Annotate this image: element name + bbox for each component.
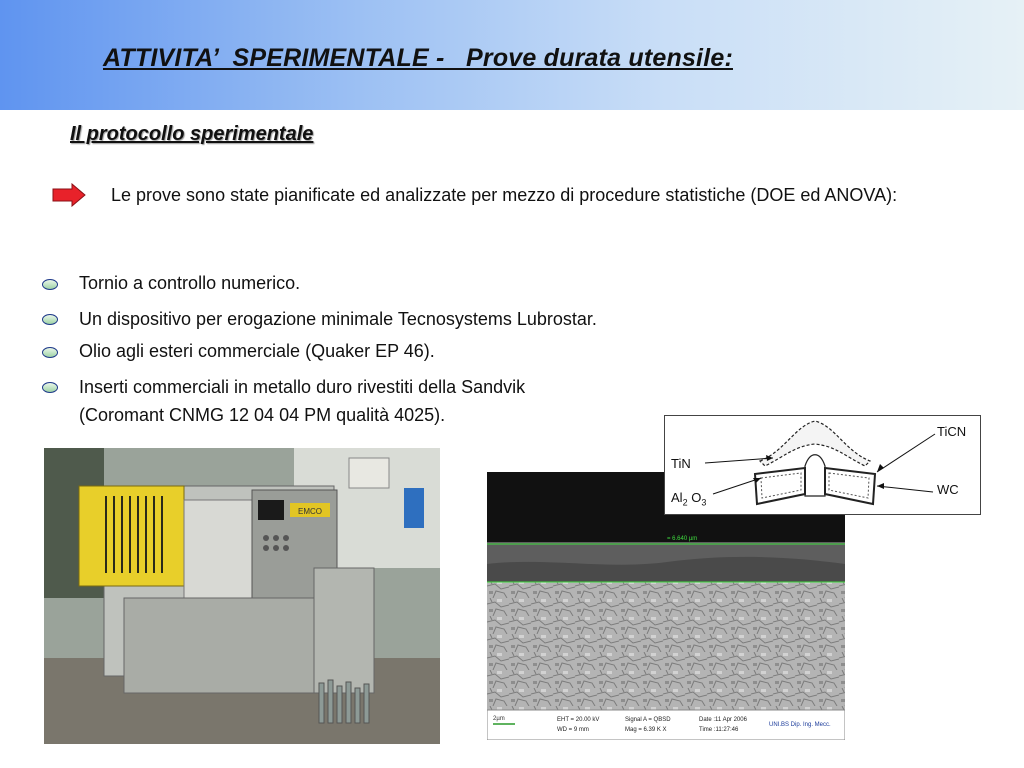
sem-measure-label: = 6.640 µm — [667, 536, 698, 542]
red-arrow-icon — [52, 183, 86, 207]
label-al2o3 — [671, 490, 706, 508]
page-title: ATTIVITA’ SPERIMENTALE - Prove durata utensile: — [103, 44, 733, 72]
emco-badge-label: EMCO — [298, 507, 322, 516]
sem-time: Time :11:27:46 — [699, 727, 739, 733]
sem-eht: EHT = 20.00 kV — [557, 717, 600, 723]
al2o3-o: O — [687, 490, 702, 505]
intro-text: Le prove sono state pianificate ed analizzate per mezzo di procedure statistiche (DOE ed ANOVA): — [111, 185, 898, 205]
bullet-icon — [42, 314, 58, 325]
sem-scale-label: 2µm — [493, 716, 505, 722]
sem-wd: WD = 9 mm — [557, 727, 589, 733]
label-ticn: TiCN — [937, 424, 967, 439]
al2o3-sub-2: 2 — [682, 497, 688, 508]
label-wc: WC — [937, 482, 959, 497]
sem-date: Date :11 Apr 2006 — [699, 717, 747, 723]
bullet-icon — [42, 279, 58, 290]
bullet-text: Inserti commerciali in metallo duro rivestiti della Sandvik — [79, 377, 526, 397]
bullet-text-continued: (Coromant CNMG 12 04 04 PM qualità 4025). — [79, 405, 446, 425]
label-tin: TiN — [671, 456, 691, 471]
section-subtitle: Il protocollo sperimentale — [70, 123, 314, 145]
coating-diagram — [664, 415, 981, 515]
bullet-icon — [42, 347, 58, 358]
bullet-icon — [42, 382, 58, 393]
al2o3-al: Al — [671, 490, 683, 505]
bullet-text: Un dispositivo per erogazione minimale Tecnosystems Lubrostar. — [79, 309, 597, 329]
bullet-text: Tornio a controllo numerico. — [79, 273, 301, 293]
bullet-text: Olio agli esteri commerciale (Quaker EP 46). — [79, 341, 435, 361]
al2o3-sub-3: 3 — [701, 497, 707, 508]
cnc-lathe-photo — [44, 448, 440, 744]
sem-mag: Mag = 6.39 K X — [625, 727, 667, 733]
sem-signal: Signal A = QBSD — [625, 717, 671, 723]
coating-diagram-drawing — [665, 416, 980, 514]
sem-org: UNI.BS Dip. Ing. Mecc. — [769, 722, 831, 728]
